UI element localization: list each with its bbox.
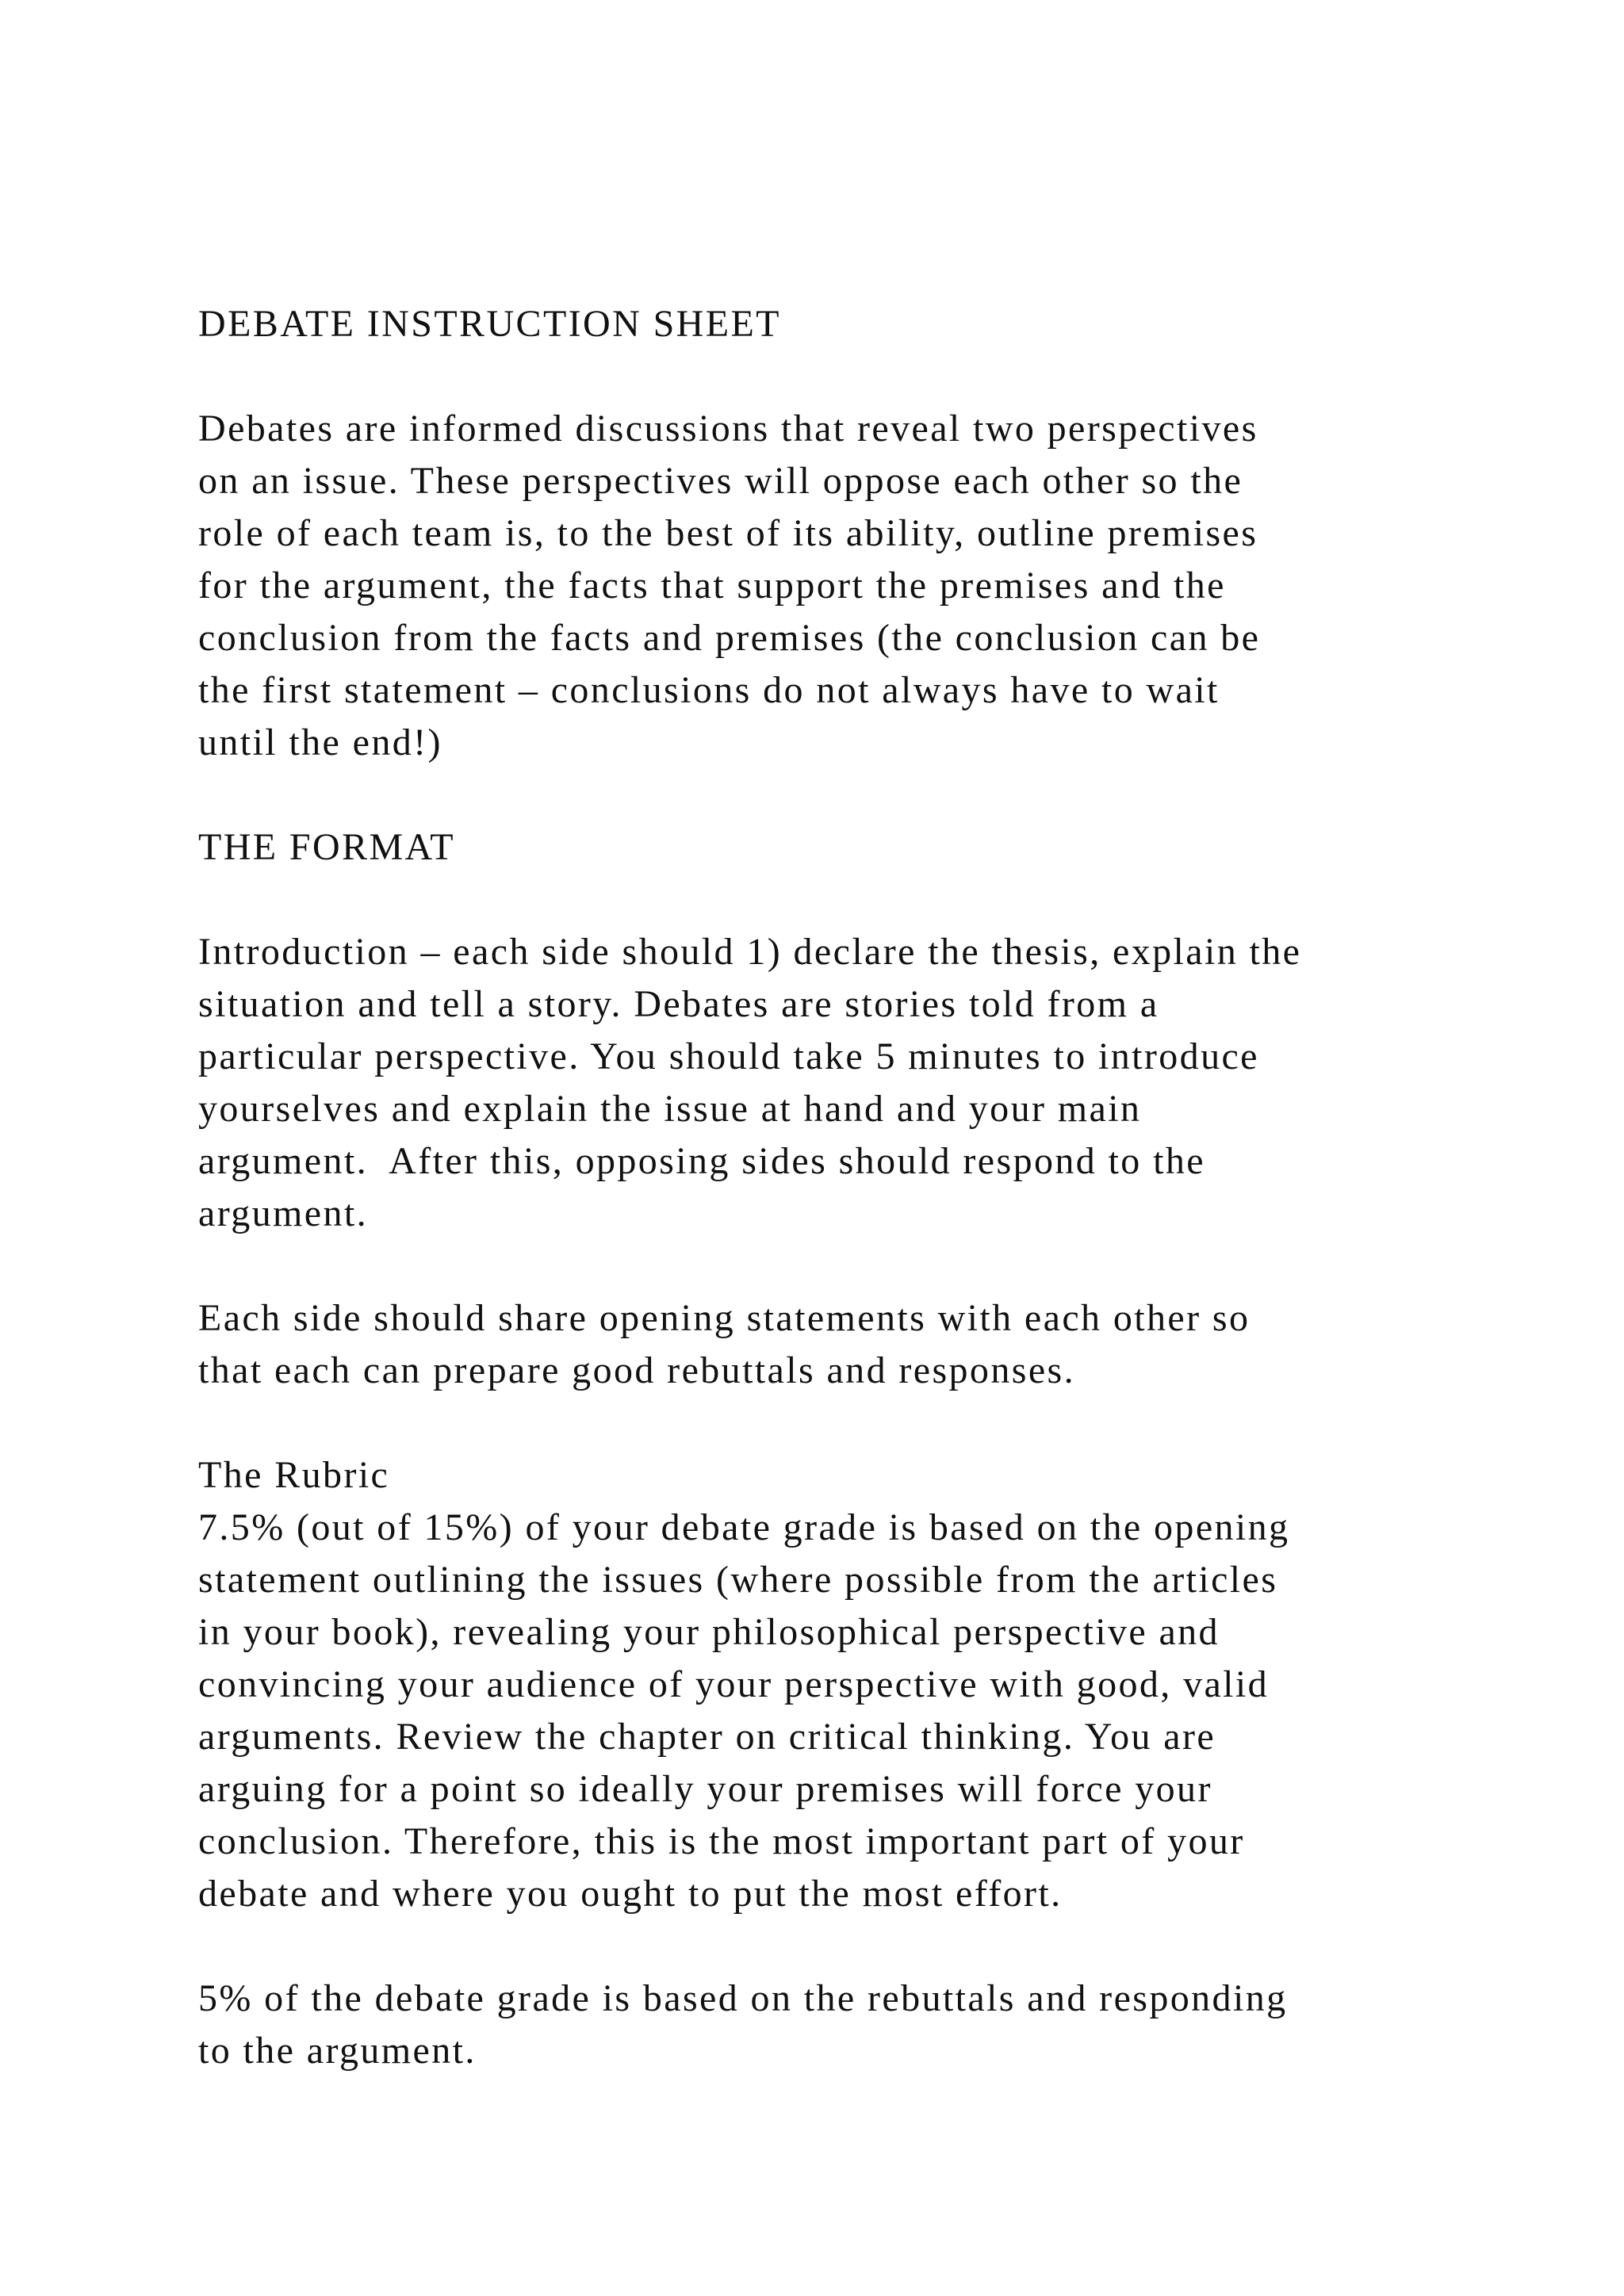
paragraph-gap (198, 350, 1507, 403)
text-line: argument. After this, opposing sides should respond to the (198, 1140, 1205, 1182)
text-line: convincing your audience of your perspective with good, valid (198, 1663, 1270, 1705)
paragraph-gap (198, 874, 1507, 926)
text-line: Introduction – each side should 1) declare the thesis, explain the (198, 931, 1302, 973)
rubric-opening-paragraph (198, 1502, 1507, 1920)
text-line: statement outlining the issues (where possible from the articles (198, 1559, 1278, 1601)
text-line: role of each team is, to the best of its ability, outline premises (198, 512, 1258, 554)
text-line: 7.5% (out of 15%) of your debate grade is based on the opening (198, 1506, 1290, 1548)
paragraph-gap (198, 1397, 1507, 1449)
text-line: conclusion. Therefore, this is the most important part of your (198, 1820, 1245, 1862)
text-line: in your book), revealing your philosophical perspective and (198, 1611, 1220, 1653)
rubric-heading: The Rubric (198, 1454, 390, 1496)
paragraph-gap (198, 769, 1507, 821)
text-line: conclusion from the facts and premises (the conclusion can be (198, 617, 1261, 659)
text-line: until the end!) (198, 721, 442, 763)
text-line: arguing for a point so ideally your premises will force your (198, 1768, 1212, 1810)
paragraph-gap (198, 1240, 1507, 1292)
format-heading: THE FORMAT (198, 826, 456, 868)
text-line: situation and tell a story. Debates are stories told from a (198, 983, 1159, 1025)
paragraph-gap (198, 1920, 1507, 1973)
text-line: 5% of the debate grade is based on the rebuttals and responding (198, 1977, 1288, 2019)
text-line: debate and where you ought to put the most effort. (198, 1873, 1063, 1915)
format-intro-paragraph (198, 926, 1507, 1240)
text-line: on an issue. These perspectives will oppose each other so the (198, 460, 1243, 502)
text-line: particular perspective. You should take 5 minutes to introduce (198, 1035, 1259, 1077)
rubric-rebuttal-paragraph (198, 1973, 1507, 2077)
document-body (198, 298, 1507, 2077)
intro-paragraph (198, 403, 1507, 769)
text-line: yourselves and explain the issue at hand and your main (198, 1088, 1142, 1130)
text-line: the first statement – conclusions do not always have to wait (198, 669, 1220, 711)
text-line: Each side should share opening statements with each other so (198, 1297, 1251, 1339)
text-line: to the argument. (198, 2030, 477, 2072)
document-title: DEBATE INSTRUCTION SHEET (198, 303, 781, 345)
text-line: argument. (198, 1192, 368, 1234)
text-line: for the argument, the facts that support the premises and the (198, 564, 1226, 607)
format-share-paragraph (198, 1292, 1507, 1397)
text-line: Debates are informed discussions that reveal two perspectives (198, 408, 1258, 450)
text-line: that each can prepare good rebuttals and responses. (198, 1349, 1076, 1391)
text-line: arguments. Review the chapter on critical thinking. You are (198, 1716, 1216, 1758)
